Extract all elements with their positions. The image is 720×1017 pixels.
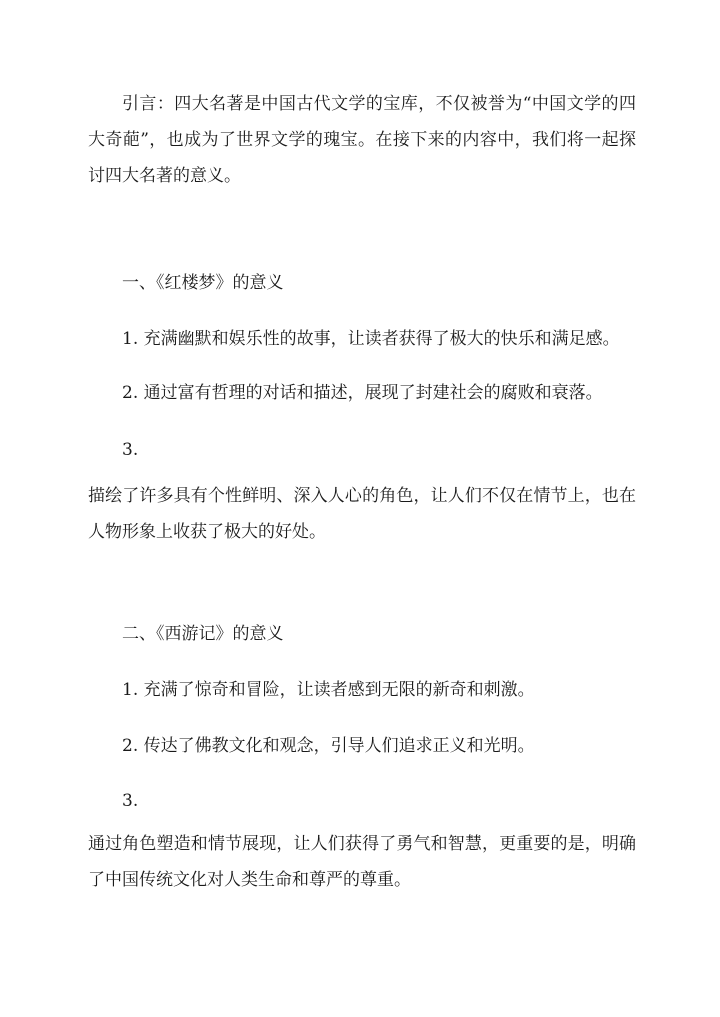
section2-item-1: 1. 充满了惊奇和冒险，让读者感到无限的新奇和刺激。: [122, 680, 535, 700]
intro-paragraph: 引言：四大名著是中国古代文学的宝库，不仅被誉为“中国文学的四大奇葩”，也成为了世界文学的瑰宝。在接下来的内容中，我们将一起探讨四大名著的意义。: [88, 94, 636, 186]
section1-item-1: 1. 充满幽默和娱乐性的故事，让读者获得了极大的快乐和满足感。: [122, 329, 620, 349]
section2-item-3-number: 3.: [122, 791, 139, 811]
section2-item-3-text: 通过角色塑造和情节展现，让人们获得了勇气和智慧，更重要的是，明确了中国传统文化对人类生命和尊严的尊重。: [88, 834, 636, 890]
section2-item-2: 2. 传达了佛教文化和观念，引导人们追求正义和光明。: [122, 736, 535, 756]
section1-item-3-number: 3.: [122, 440, 139, 460]
section2-heading: 二、《西游记》的意义: [122, 624, 284, 644]
section1-item-3-text: 描绘了许多具有个性鲜明、深入人心的角色，让人们不仅在情节上，也在人物形象上收获了极大的好处。: [88, 486, 636, 542]
section1-heading: 一、《红楼梦》的意义: [122, 273, 284, 293]
section1-item-2: 2. 通过富有哲理的对话和描述，展现了封建社会的腐败和衰落。: [122, 383, 603, 403]
